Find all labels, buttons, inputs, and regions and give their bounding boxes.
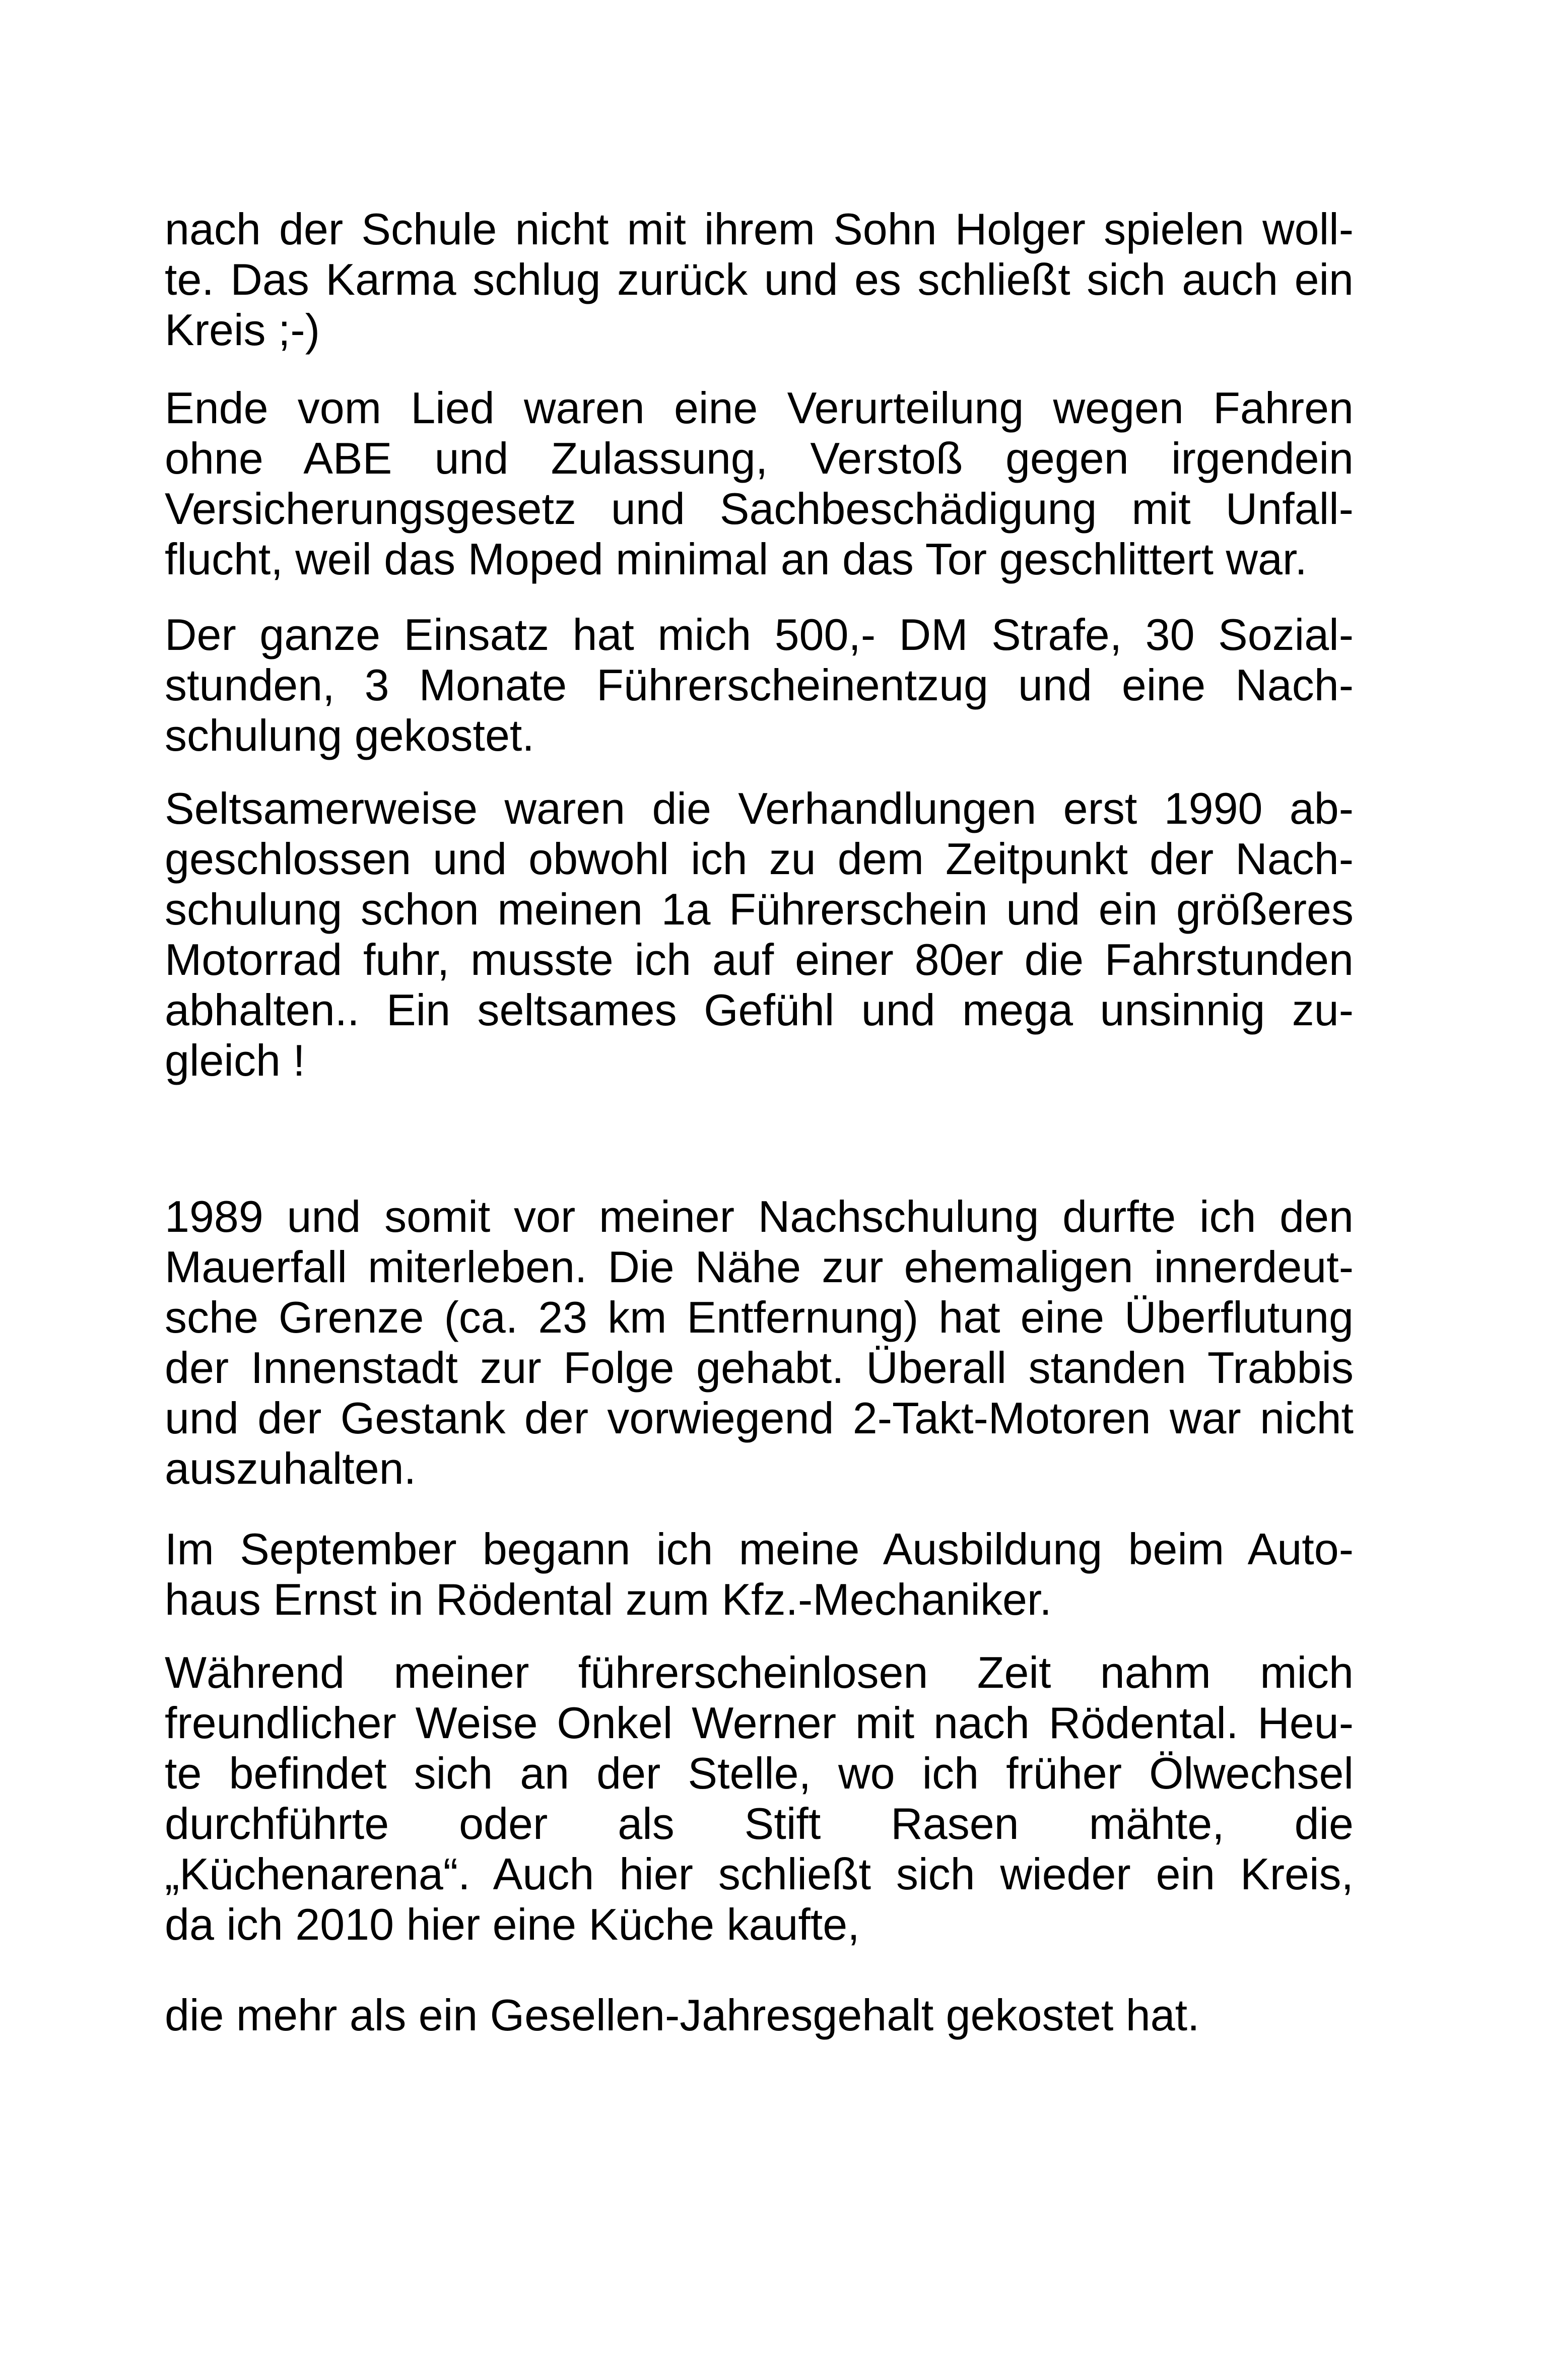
- text-line: Während meiner führerscheinlosen Zeit nahm mich: [165, 1647, 1354, 1697]
- text-line: die mehr als ein Gesellen-Jahresgehalt gekostet hat.: [165, 1990, 1200, 2040]
- text-line: flucht, weil das Moped minimal an das Tor geschlittert war.: [165, 534, 1307, 584]
- text-line: Mauerfall miterleben. Die Nähe zur ehemaligen innerdeut-: [165, 1242, 1354, 1292]
- text-line: Versicherungsgesetz und Sachbeschädigung mit Unfall-: [165, 484, 1354, 534]
- text-line: Seltsamerweise waren die Verhandlungen erst 1990 ab-: [165, 783, 1354, 833]
- paragraph-3: [165, 610, 1354, 761]
- text-line: da ich 2010 hier eine Küche kaufte,: [165, 1899, 860, 1949]
- text-line: te. Das Karma schlug zurück und es schließt sich auch ein: [165, 254, 1354, 304]
- text-line: Motorrad fuhr, musste ich auf einer 80er die Fahrstunden: [165, 935, 1354, 984]
- text-line: geschlossen und obwohl ich zu dem Zeitpunkt der Nach-: [165, 834, 1354, 884]
- text-line: sche Grenze (ca. 23 km Entfernung) hat eine Überflutung: [165, 1292, 1354, 1342]
- text-line: 1989 und somit vor meiner Nachschulung durfte ich den: [165, 1192, 1354, 1241]
- text-line: stunden, 3 Monate Führerscheinentzug und eine Nach-: [165, 660, 1354, 710]
- text-line: und der Gestank der vorwiegend 2-Takt-Motoren war nicht: [165, 1393, 1354, 1443]
- text-line: auszuhalten.: [165, 1443, 417, 1493]
- paragraph-8: [165, 1990, 1354, 2040]
- text-line: freundlicher Weise Onkel Werner mit nach Rödental. Heu-: [165, 1698, 1354, 1748]
- text-line: Im September begann ich meine Ausbildung beim Auto-: [165, 1524, 1354, 1574]
- paragraph-7: [165, 1647, 1354, 1950]
- paragraph-4: [165, 783, 1354, 1086]
- text-line: Ende vom Lied waren eine Verurteilung wegen Fahren: [165, 383, 1354, 433]
- text-line: nach der Schule nicht mit ihrem Sohn Holger spielen woll-: [165, 204, 1354, 254]
- text-line: te befindet sich an der Stelle, wo ich früher Ölwechsel: [165, 1748, 1354, 1798]
- paragraph-1: [165, 204, 1354, 355]
- paragraph-6: [165, 1524, 1354, 1625]
- text-line: haus Ernst in Rödental zum Kfz.-Mechaniker.: [165, 1574, 1052, 1624]
- text-line: durchführte oder als Stift Rasen mähte, die: [165, 1799, 1354, 1848]
- text-line: „Küchenarena“. Auch hier schließt sich wieder ein Kreis,: [165, 1849, 1354, 1899]
- text-line: schulung schon meinen 1a Führerschein und ein größeres: [165, 884, 1354, 934]
- text-line: Der ganze Einsatz hat mich 500,- DM Strafe, 30 Sozial-: [165, 610, 1354, 659]
- text-line: gleich !: [165, 1035, 305, 1085]
- text-line: abhalten.. Ein seltsames Gefühl und mega unsinnig zu-: [165, 985, 1354, 1035]
- paragraph-2: [165, 383, 1354, 584]
- paragraph-5: [165, 1192, 1354, 1494]
- text-line: Kreis ;-): [165, 305, 320, 355]
- text-line: ohne ABE und Zulassung, Verstoß gegen irgendein: [165, 433, 1354, 483]
- text-line: der Innenstadt zur Folge gehabt. Überall standen Trabbis: [165, 1343, 1354, 1393]
- text-line: schulung gekostet.: [165, 710, 534, 760]
